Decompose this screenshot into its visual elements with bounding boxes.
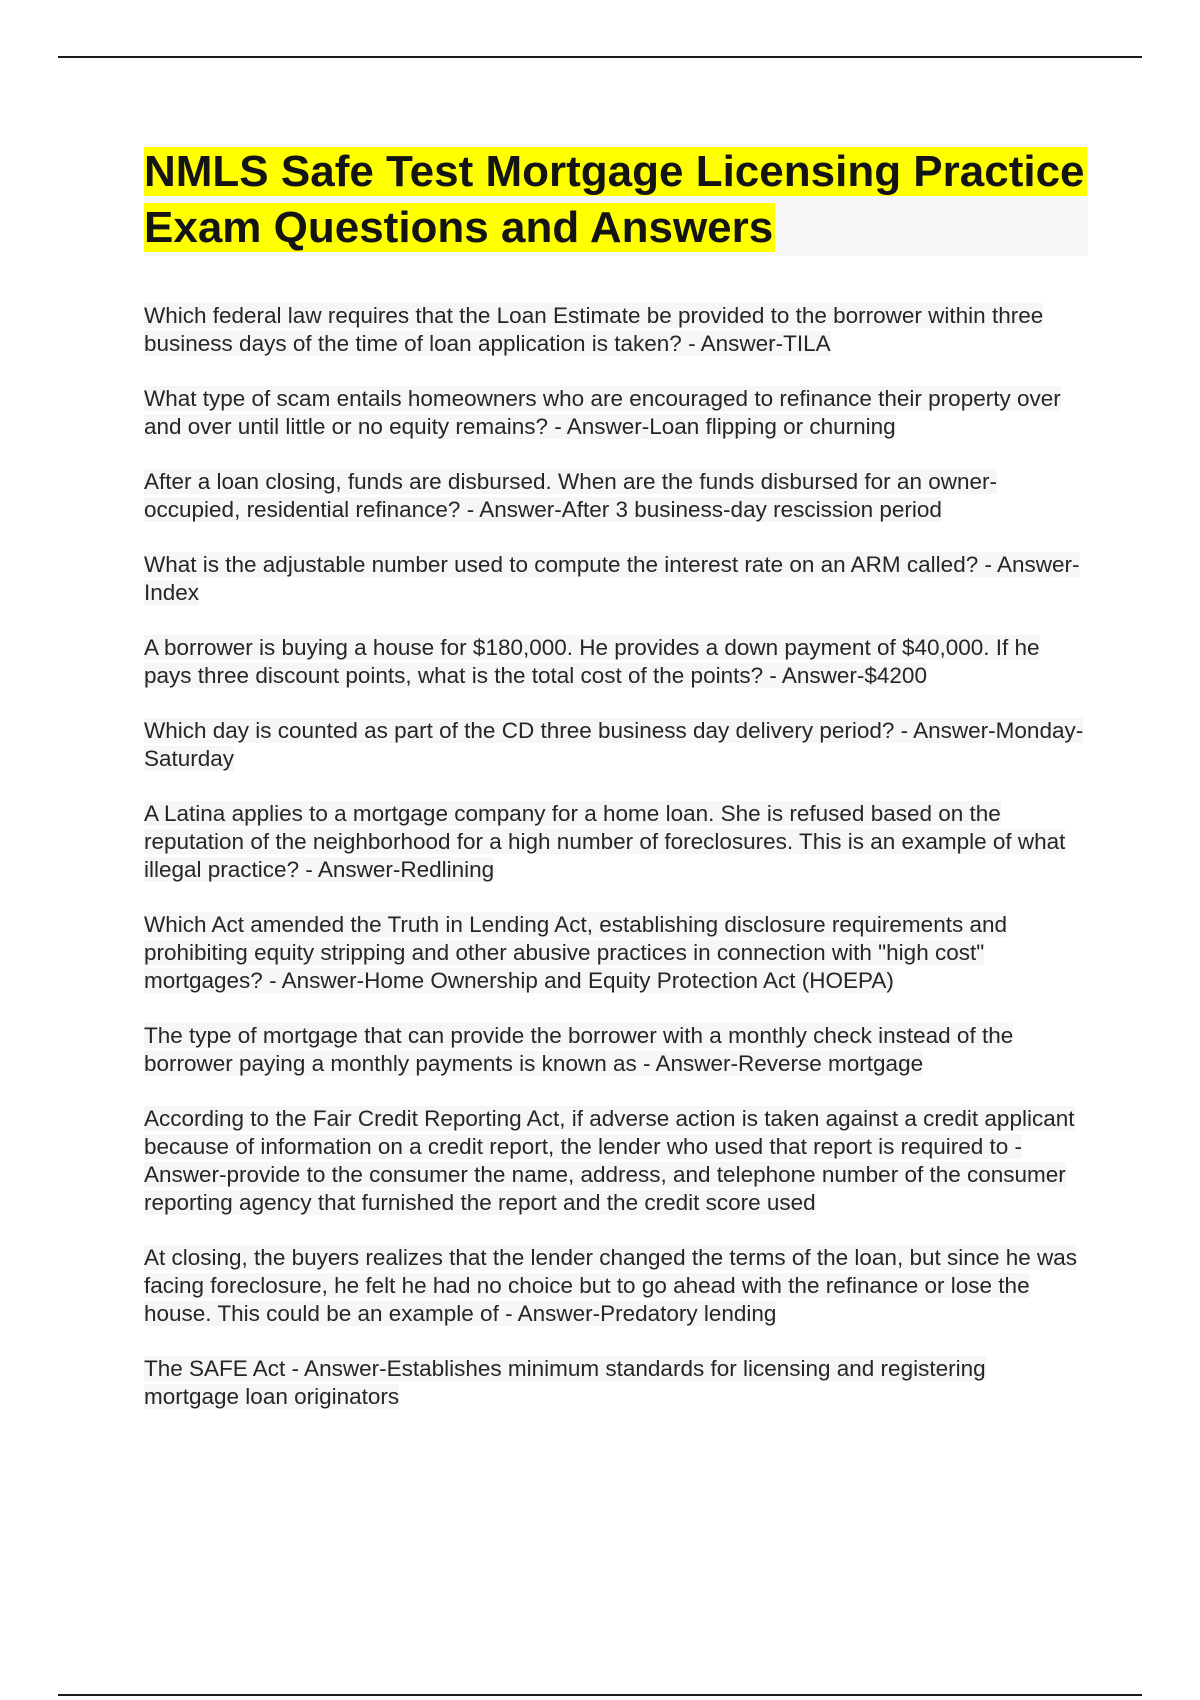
qa-text: The type of mortgage that can provide the borrower with a monthly check instead of the borrower paying a monthly payments is known as - Answer-Reverse mortgage xyxy=(144,1023,1014,1076)
top-rule xyxy=(58,56,1142,58)
qa-text: Which day is counted as part of the CD three business day delivery period? - Answer-Monday-Saturday xyxy=(144,718,1084,771)
qa-item xyxy=(144,1022,1084,1078)
qa-text: At closing, the buyers realizes that the lender changed the terms of the loan, but since he was facing foreclosure, he felt he had no choice but to go ahead with the refinance or lose the house. This could be an example of - Answer-Predatory lending xyxy=(144,1245,1078,1326)
qa-text: What type of scam entails homeowners who are encouraged to refinance their property over and over until little or no equity remains? - Answer-Loan flipping or churning xyxy=(144,386,1061,439)
qa-text: Which Act amended the Truth in Lending Act, establishing disclosure requirements and prohibiting equity stripping and other abusive practices in connection with "high cost" mortgages? - Answer-Home Ownership and Equity Protection Act (HOEPA) xyxy=(144,912,1007,993)
qa-text: Which federal law requires that the Loan Estimate be provided to the borrower within three business days of the time of loan application is taken? - Answer-TILA xyxy=(144,303,1044,356)
qa-item xyxy=(144,1105,1084,1217)
qa-item xyxy=(144,302,1084,358)
qa-text: The SAFE Act - Answer-Establishes minimum standards for licensing and registering mortgage loan originators xyxy=(144,1356,986,1409)
qa-item xyxy=(144,468,1084,524)
qa-text: A borrower is buying a house for $180,000. He provides a down payment of $40,000. If he pays three discount points, what is the total cost of the points? - Answer-$4200 xyxy=(144,635,1040,688)
qa-item xyxy=(144,911,1084,995)
qa-list xyxy=(144,302,1084,1438)
qa-item xyxy=(144,800,1084,884)
qa-item xyxy=(144,634,1084,690)
bottom-rule xyxy=(58,1694,1142,1696)
qa-text: According to the Fair Credit Reporting Act, if adverse action is taken against a credit applicant because of information on a credit report, the lender who used that report is required to - Answer-provide to the consumer the name, address, and telephone number of the consumer reporting agency that furnished the report and the credit score used xyxy=(144,1106,1075,1215)
qa-text: After a loan closing, funds are disbursed. When are the funds disbursed for an owner-occupied, residential refinance? - Answer-After 3 business-day rescission period xyxy=(144,469,997,522)
document-title xyxy=(144,144,1088,256)
qa-text: A Latina applies to a mortgage company for a home loan. She is refused based on the reputation of the neighborhood for a high number of foreclosures. This is an example of what illegal practice? - Answer-Redlining xyxy=(144,801,1066,882)
qa-item xyxy=(144,385,1084,441)
qa-item xyxy=(144,551,1084,607)
title-block xyxy=(144,144,1088,256)
title-highlight: NMLS Safe Test Mortgage Licensing Practice Exam Questions and Answers xyxy=(144,147,1085,252)
qa-item xyxy=(144,717,1084,773)
qa-item xyxy=(144,1244,1084,1328)
qa-text: What is the adjustable number used to compute the interest rate on an ARM called? - Answer-Index xyxy=(144,552,1080,605)
qa-item xyxy=(144,1355,1084,1411)
